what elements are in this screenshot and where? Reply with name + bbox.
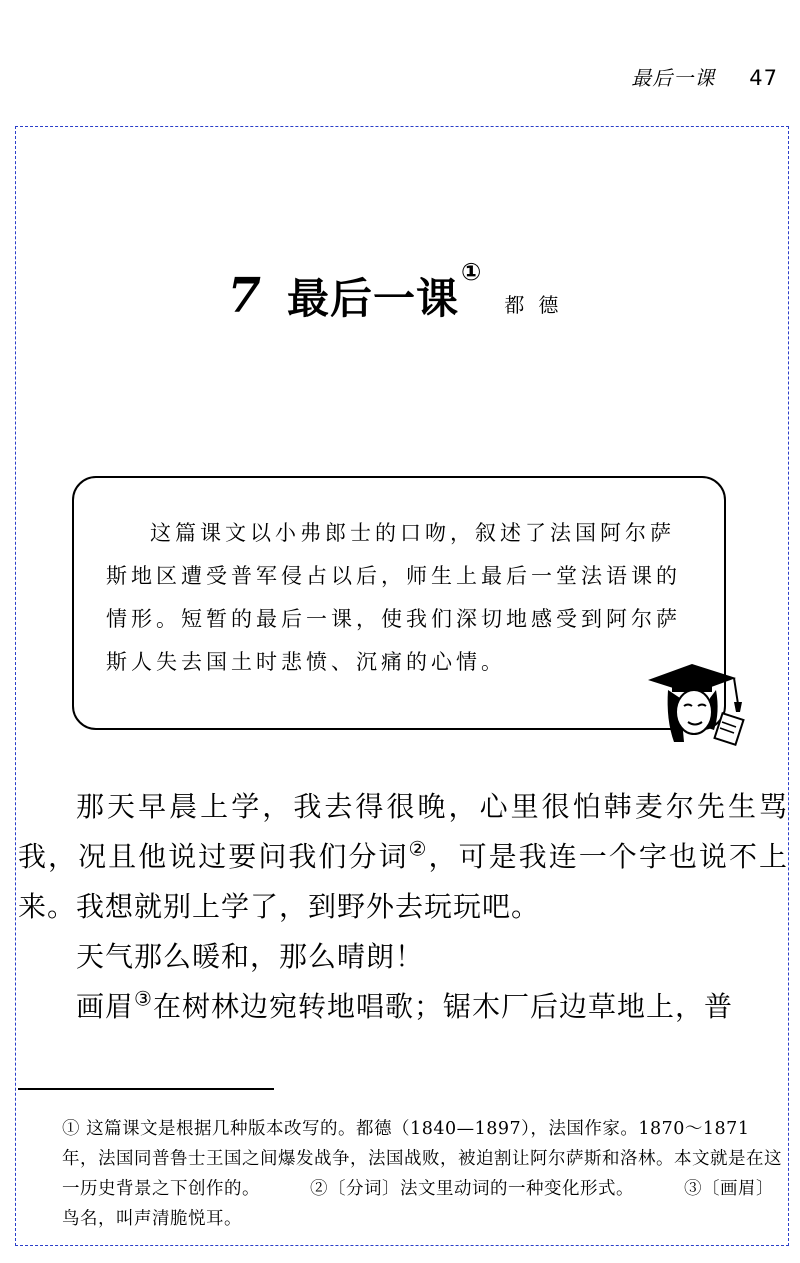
author-name: 都德 — [504, 293, 573, 317]
body-text — [18, 782, 788, 1032]
paragraph-1 — [18, 782, 788, 932]
title-footnote-marker[interactable]: ① — [461, 258, 483, 286]
paragraph-3 — [18, 982, 788, 1032]
paragraph-1-part-a: 那天早晨上学，我去得很晚，心里很怕韩麦尔先生骂我，况且他说过要问我们分词 — [18, 790, 788, 873]
footnote-ref-3[interactable]: ③ — [134, 986, 153, 1011]
lesson-title — [287, 258, 483, 323]
footnote-1 — [62, 1114, 790, 1234]
lesson-heading — [0, 258, 800, 324]
footnote-ref-2[interactable]: ② — [408, 836, 429, 861]
footnote-1-text: ① 这篇课文是根据几种版本改写的。都德（1840—1897），法国作家。1870～1871 年，法国同普鲁士王国之间爆发战争，法国战败，被迫割让阿尔萨斯和洛林。本文就是在这一历史背景之下创作的。 — [62, 1119, 782, 1199]
intro-box — [72, 476, 726, 730]
paragraph-3-part-a: 画眉 — [76, 990, 135, 1023]
footnote-2-text: ②〔分词〕法文里动词的一种变化形式。 — [310, 1179, 634, 1199]
lesson-number: 7 — [227, 268, 262, 324]
intro-text: 这篇课文以小弗郎士的口吻，叙述了法国阿尔萨斯地区遭受普军侵占以后，师生上最后一堂法语课的情形。短暂的最后一课，使我们深切地感受到阿尔萨斯人失去国土时悲愤、沉痛的心情。 — [106, 521, 681, 674]
footnote-divider — [18, 1088, 274, 1090]
footnotes — [62, 1114, 790, 1234]
graduate-cartoon-icon — [640, 650, 750, 750]
running-header — [631, 62, 778, 91]
page-number: 47 — [749, 66, 778, 90]
running-title: 最后一课 — [631, 66, 716, 90]
paragraph-1-part-b: ，可是我连一个字也说不上来。我想就别上学了，到野外去玩玩吧。 — [18, 840, 788, 923]
paragraph-3-part-b: 在树林边宛转地唱歌；锯木厂后边草地上，普 — [152, 990, 733, 1023]
lesson-title-text: 最后一课 — [287, 274, 460, 323]
paragraph-2: 天气那么暖和，那么晴朗！ — [76, 940, 425, 973]
footnote-3-text: ③〔画眉〕鸟名，叫声清脆悦耳。 — [62, 1179, 774, 1229]
